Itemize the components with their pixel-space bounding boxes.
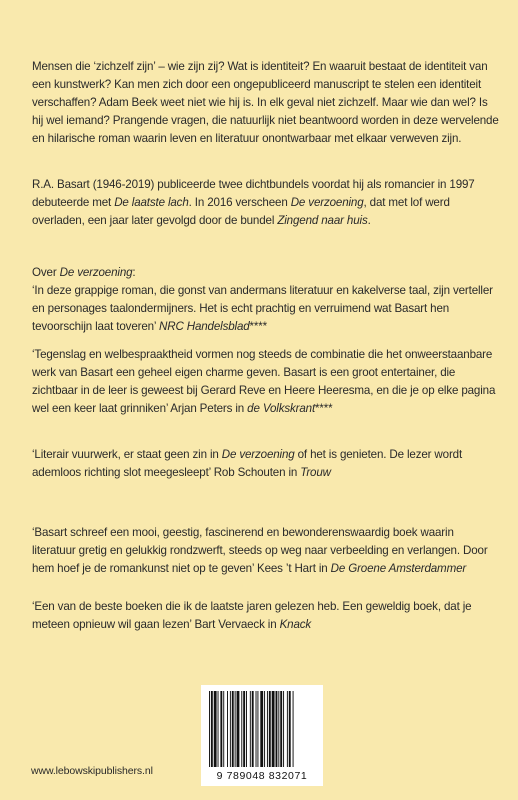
bio-text-2: . In 2016 verscheen — [188, 196, 291, 209]
bio-title-3: Zingend naar huis — [277, 214, 368, 227]
quote-source: NRC Handelsblad — [159, 320, 250, 333]
barcode-number: 9 789048 832071 — [216, 770, 308, 782]
quote-body: ‘Literair vuurwerk, er staat geen zin in — [32, 448, 222, 461]
isbn-barcode — [201, 685, 323, 786]
quote-body-continued: of het is genieten. De lezer wordt ademloos richting slot meegesleept’ Rob Schouten in — [32, 448, 463, 479]
quote-source: De Groene Amsterdammer — [330, 562, 467, 575]
blurb-paragraph — [32, 58, 500, 148]
reviews-intro-prefix: Over — [32, 266, 60, 279]
quote-source: Knack — [279, 618, 312, 631]
review-quote — [32, 598, 500, 634]
review-quote-text — [32, 282, 500, 336]
review-quote — [32, 524, 500, 578]
quote-source: Trouw — [300, 466, 331, 479]
review-quote-text — [32, 598, 500, 634]
review-quote — [32, 282, 500, 336]
quote-stars: **** — [249, 320, 267, 333]
quote-body: ‘Een van de beste boeken die ik de laatste jaren gelezen heb. Een geweldig boek, dat je meteen opnieuw wil gaan lezen’ Bart Vervaeck in — [32, 600, 472, 631]
author-bio-paragraph — [32, 176, 500, 230]
reviews-intro-line — [32, 264, 500, 282]
quote-body: ‘Tegenslag en welbespraaktheid vormen nog steeds de combinatie die het onweerstaanbare werk van Basart een geheel eigen charme geven. Basart is een groot entertainer, die zichtbaar in de leer is geweest bij Gerard Reve en Heere Heeresma, en die je op elke pagina wel een keer laat grinniken’ Arjan Peters in — [32, 348, 496, 415]
quote-book-title: De verzoening — [221, 448, 295, 461]
barcode-bars — [207, 691, 317, 767]
review-quote-text — [32, 524, 500, 578]
reviews-intro-title: De verzoening — [59, 266, 133, 279]
bio-text-3: , dat met lof werd overladen, een jaar later gevolgd door de bundel — [32, 196, 450, 227]
reviews-intro — [32, 264, 500, 282]
bio-text-1: R.A. Basart (1946-2019) publiceerde twee dichtbundels voordat hij als romancier in 1997 debuteerde met — [32, 178, 475, 209]
review-quote-text — [32, 346, 500, 418]
bio-text-4: . — [367, 214, 371, 227]
quote-source: de Volkskrant — [247, 402, 316, 415]
quote-body: ‘In deze grappige roman, die gonst van andermans literatuur en kakelverse taal, zijn verteller en personages taalondermijners. Het is echt prachtig en verruimend wat Basart hen tevoorschijn laat toveren’ — [32, 284, 493, 333]
review-quote — [32, 346, 500, 418]
publisher-website: www.lebowskipublishers.nl — [31, 765, 153, 777]
review-quote-text — [32, 446, 500, 482]
quote-stars: **** — [315, 402, 333, 415]
blurb-text: Mensen die ‘zichzelf zijn’ – wie zijn zij? Wat is identiteit? En waaruit bestaat de identiteit van een kunstwerk? Kan men zich door een ongepubliceerd manuscript te stelen een identiteit verschaffen? Adam Beek weet niet wie hij is. In elk geval niet zichzelf. Maar wie dan wel? Is hij wel iemand? Prangende vragen, die natuurlijk niet beantwoord worden in deze wervelende en hilarische roman waarin leven en literatuur onontwarbaar met elkaar verweven zijn. — [32, 60, 499, 145]
review-quote — [32, 446, 500, 482]
bio-title-2: De verzoening — [290, 196, 364, 209]
author-bio — [32, 176, 500, 230]
quote-body: ‘Basart schreef een mooi, geestig, fascinerend en bewonderenswaardig boek waarin literatuur gretig en gelukkig rondzwerft, steeds op weg naar verbeelding en verlangen. Door hem hoef je de romankunst niet op te geven’ Kees ’t Hart in — [32, 526, 488, 575]
bio-title-1: De laatste lach — [114, 196, 189, 209]
reviews-intro-suffix: : — [132, 266, 136, 279]
